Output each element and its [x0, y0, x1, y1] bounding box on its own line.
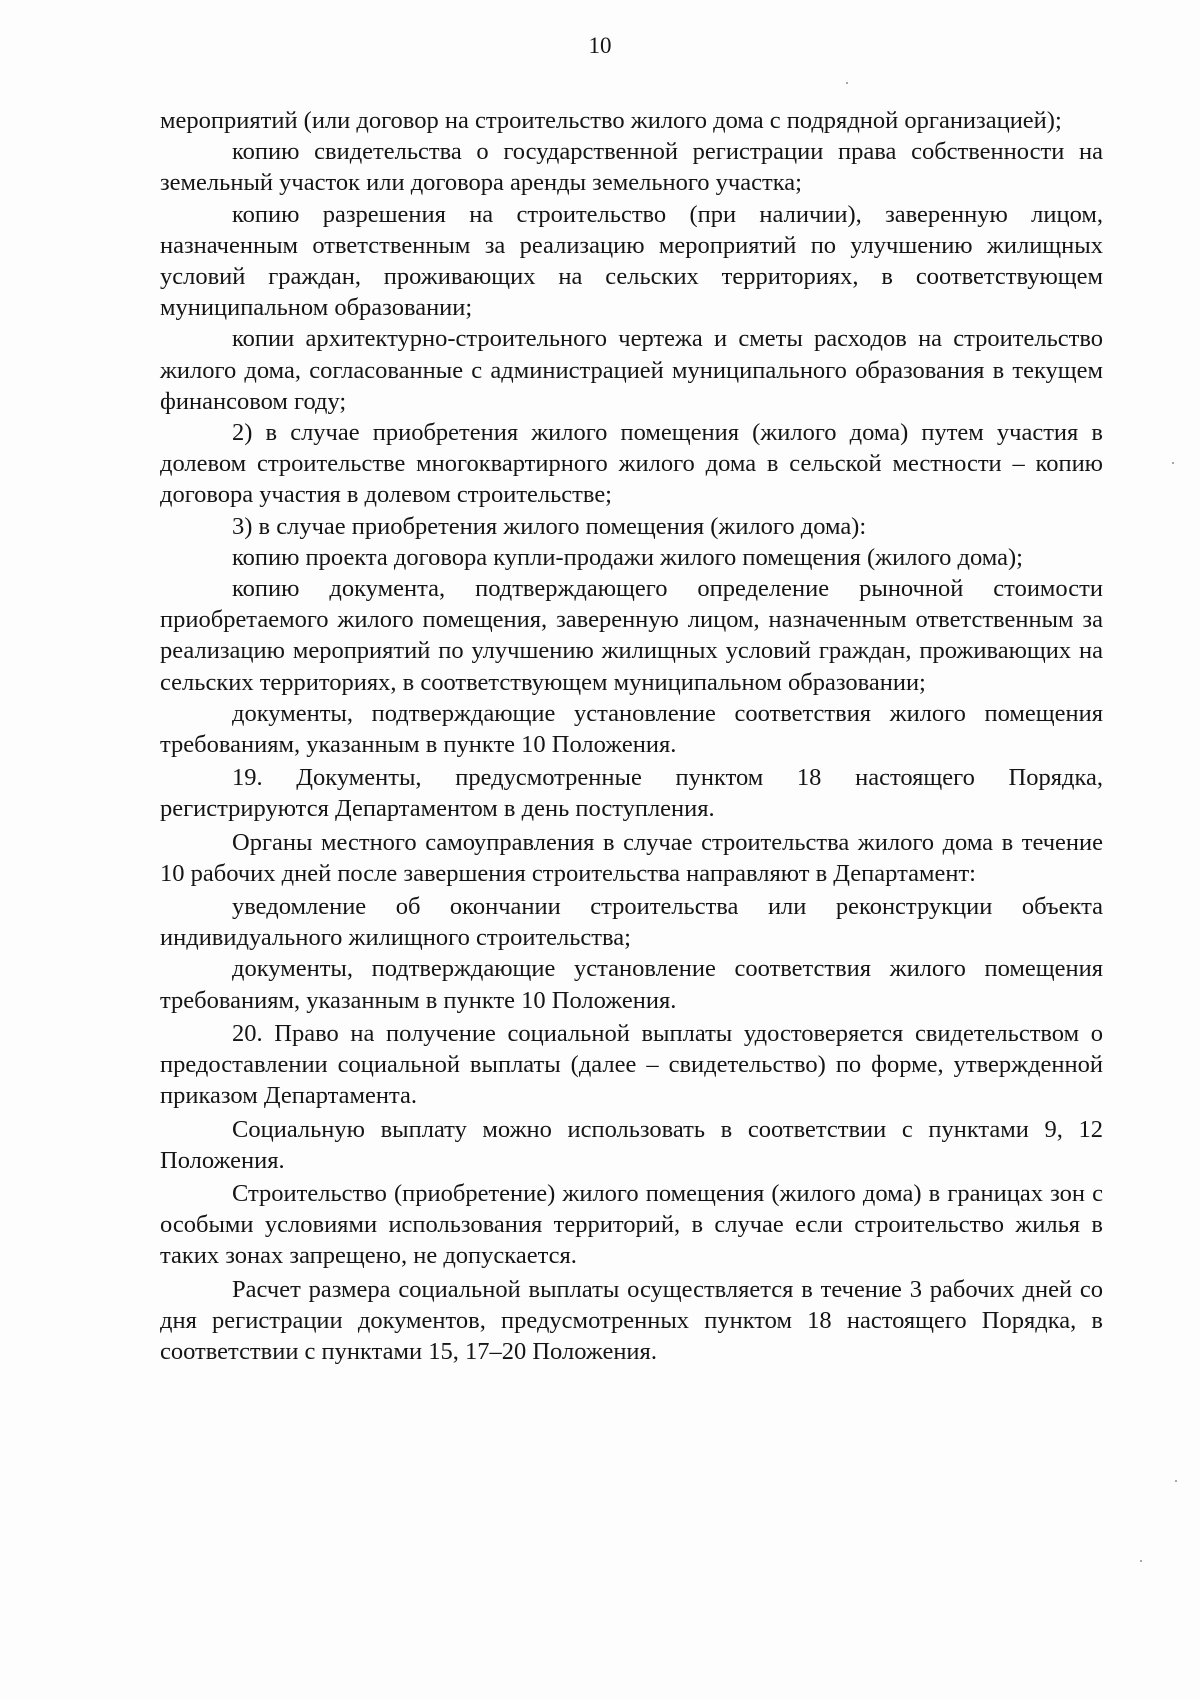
document-body	[160, 105, 1103, 1367]
scan-speck	[1172, 462, 1174, 464]
paragraph: Строительство (приобретение) жилого помещения (жилого дома) в границах зон с особыми условиями использования территорий, в случае если строительство жилья в таких зонах запрещено, не допускается.	[160, 1179, 1103, 1270]
paragraph: Социальную выплату можно использовать в соответствии с пунктами 9, 12 Положения.	[160, 1115, 1103, 1174]
paragraph: копию свидетельства о государственной регистрации права собственности на земельный участок или договора аренды земельного участка;	[160, 138, 1103, 197]
paragraph: копию проекта договора купли-продажи жилого помещения (жилого дома);	[232, 543, 1023, 571]
paragraph: копии архитектурно-строительного чертежа и сметы расходов на строительство жилого дома, согласованные с администрацией муниципального образования в текущем финансовом году;	[160, 325, 1103, 415]
paragraph-clause-19: 19. Документы, предусмотренные пунктом 18 настоящего Порядка, регистрируются Департаментом в день поступления.	[160, 764, 1103, 823]
paragraph: документы, подтверждающие установление соответствия жилого помещения требованиям, указанным в пункте 10 Положения.	[160, 699, 1103, 759]
paragraph: Органы местного самоуправления в случае строительства жилого дома в течение 10 рабочих дней после завершения строительства направляют в Департамент:	[160, 828, 1103, 887]
paragraph-item-2: 2) в случае приобретения жилого помещения (жилого дома) путем участия в долевом строительстве многоквартирного жилого дома в сельской местности – копию договора участия в долевом строительстве;	[160, 419, 1103, 509]
paragraph-continuation: мероприятий (или договор на строительство жилого дома с подрядной организацией);	[160, 107, 1062, 134]
scan-speck	[846, 82, 848, 84]
scan-speck	[1175, 1480, 1177, 1482]
page-number: 10	[588, 33, 612, 58]
paragraph: уведомление об окончании строительства или реконструкции объекта индивидуального жилищного строительства;	[160, 893, 1103, 952]
paragraph: Расчет размера социальной выплаты осуществляется в течение 3 рабочих дней со дня регистрации документов, предусмотренных пунктом 18 настоящего Порядка, в соответствии с пунктами 15, 17–20 Положения.	[160, 1275, 1103, 1365]
paragraph: документы, подтверждающие установление соответствия жилого помещения требованиям, указанным в пункте 10 Положения.	[160, 955, 1103, 1014]
paragraph-item-3: 3) в случае приобретения жилого помещения (жилого дома):	[232, 512, 867, 540]
paragraph-clause-20: 20. Право на получение социальной выплаты удостоверяется свидетельством о предоставлении социальной выплаты (далее – свидетельство) по форме, утвержденной приказом Департамента.	[160, 1019, 1103, 1110]
paragraph: копию разрешения на строительство (при наличии), заверенную лицом, назначенным ответственным за реализацию мероприятий по улучшению жилищных условий граждан, проживающих на сельских территориях, в соответствующем муниципальном образовании;	[160, 200, 1103, 322]
scan-speck	[1140, 1560, 1142, 1562]
paragraph: копию документа, подтверждающего определение рыночной стоимости приобретаемого жилого помещения, заверенную лицом, назначенным ответственным за реализацию мероприятий по улучшению жилищных условий граждан, проживающих на сельских территориях, в соответствующем муниципальном образовании;	[160, 575, 1103, 696]
